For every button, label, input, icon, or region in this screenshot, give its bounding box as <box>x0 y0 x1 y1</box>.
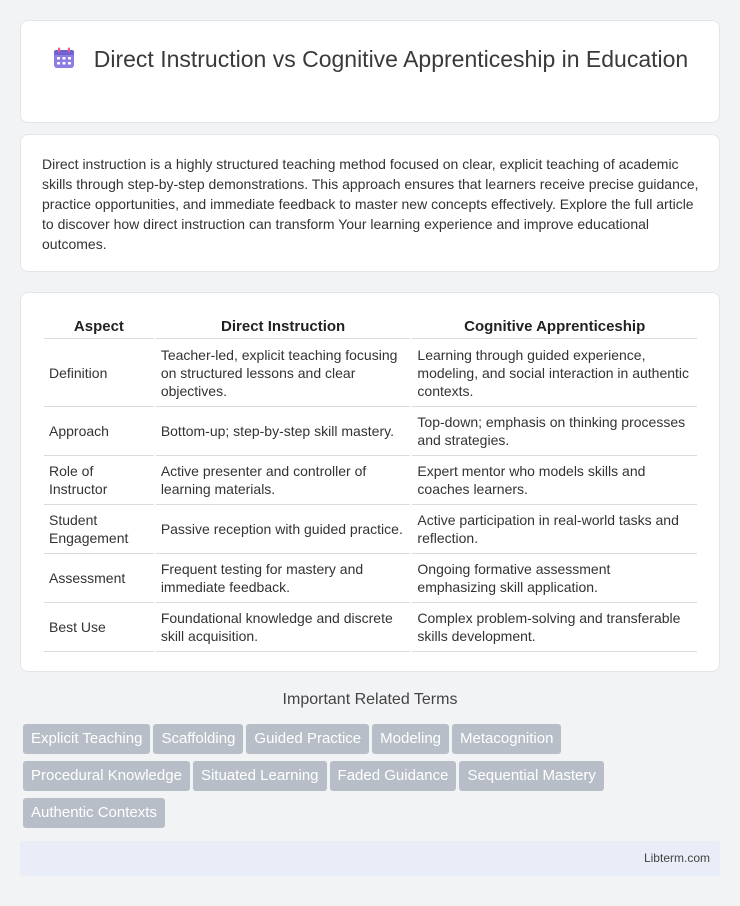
page-title-wrap <box>21 45 719 74</box>
header-aspect: Aspect <box>44 314 154 339</box>
row-cognitive-apprenticeship: Complex problem-solving and transferable skills development. <box>412 603 697 652</box>
comparison-card <box>20 292 720 672</box>
footer <box>20 841 720 876</box>
table-row <box>44 554 697 603</box>
footer-site-link[interactable]: Libterm.com <box>643 851 710 865</box>
tag-modeling[interactable]: Modeling <box>372 724 449 754</box>
row-aspect: Student Engagement <box>44 505 154 554</box>
related-terms-heading: Important Related Terms <box>282 691 458 708</box>
tag-sequential-mastery[interactable]: Sequential Mastery <box>459 761 603 791</box>
row-cognitive-apprenticeship: Ongoing formative assessment emphasizing skill application. <box>412 554 697 603</box>
row-aspect: Best Use <box>44 603 154 652</box>
row-direct-instruction: Foundational knowledge and discrete skill acquisition. <box>156 603 411 652</box>
header-cognitive-apprenticeship: Cognitive Apprenticeship <box>412 314 697 339</box>
table-row <box>44 407 697 456</box>
table-row <box>44 339 697 407</box>
tag-guided-practice[interactable]: Guided Practice <box>246 724 369 754</box>
tag-authentic-contexts[interactable]: Authentic Contexts <box>23 798 165 828</box>
related-terms-list <box>23 724 723 835</box>
row-direct-instruction: Frequent testing for mastery and immediate feedback. <box>156 554 411 603</box>
row-cognitive-apprenticeship: Active participation in real-world tasks and reflection. <box>412 505 697 554</box>
tag-explicit-teaching[interactable]: Explicit Teaching <box>23 724 150 754</box>
row-direct-instruction: Active presenter and controller of learning materials. <box>156 456 411 505</box>
tag-procedural-knowledge[interactable]: Procedural Knowledge <box>23 761 190 791</box>
row-aspect: Assessment <box>44 554 154 603</box>
calendar-icon <box>52 46 76 70</box>
tag-metacognition[interactable]: Metacognition <box>452 724 561 754</box>
table-row <box>44 456 697 505</box>
header-direct-instruction: Direct Instruction <box>156 314 411 339</box>
row-aspect: Definition <box>44 339 154 407</box>
row-direct-instruction: Passive reception with guided practice. <box>156 505 411 554</box>
row-direct-instruction: Bottom-up; step-by-step skill mastery. <box>156 407 411 456</box>
tag-scaffolding[interactable]: Scaffolding <box>153 724 243 754</box>
row-aspect: Approach <box>44 407 154 456</box>
row-direct-instruction: Teacher-led, explicit teaching focusing on structured lessons and clear objectives. <box>156 339 411 407</box>
comparison-table <box>42 314 699 652</box>
row-cognitive-apprenticeship: Top-down; emphasis on thinking processes and strategies. <box>412 407 697 456</box>
table-header-row <box>44 314 697 339</box>
page-title: Direct Instruction vs Cognitive Apprenticeship in Education <box>93 46 689 72</box>
intro-card <box>20 134 720 272</box>
row-aspect: Role of Instructor <box>44 456 154 505</box>
row-cognitive-apprenticeship: Learning through guided experience, modeling, and social interaction in authentic contexts. <box>412 339 697 407</box>
table-row <box>44 603 697 652</box>
intro-paragraph: Direct instruction is a highly structured teaching method focused on clear, explicit teaching of academic skills through step-by-step demonstrations. This approach ensures that learners receive precise guidance, practice opportunities, and immediate feedback to master new concepts effectively. Explore the full article to discover how direct instruction can transform Your learning experience and improve educational outcomes. <box>42 156 699 252</box>
tag-faded-guidance[interactable]: Faded Guidance <box>330 761 457 791</box>
table-row <box>44 505 697 554</box>
title-card <box>20 20 720 123</box>
row-cognitive-apprenticeship: Expert mentor who models skills and coaches learners. <box>412 456 697 505</box>
tag-situated-learning[interactable]: Situated Learning <box>193 761 327 791</box>
